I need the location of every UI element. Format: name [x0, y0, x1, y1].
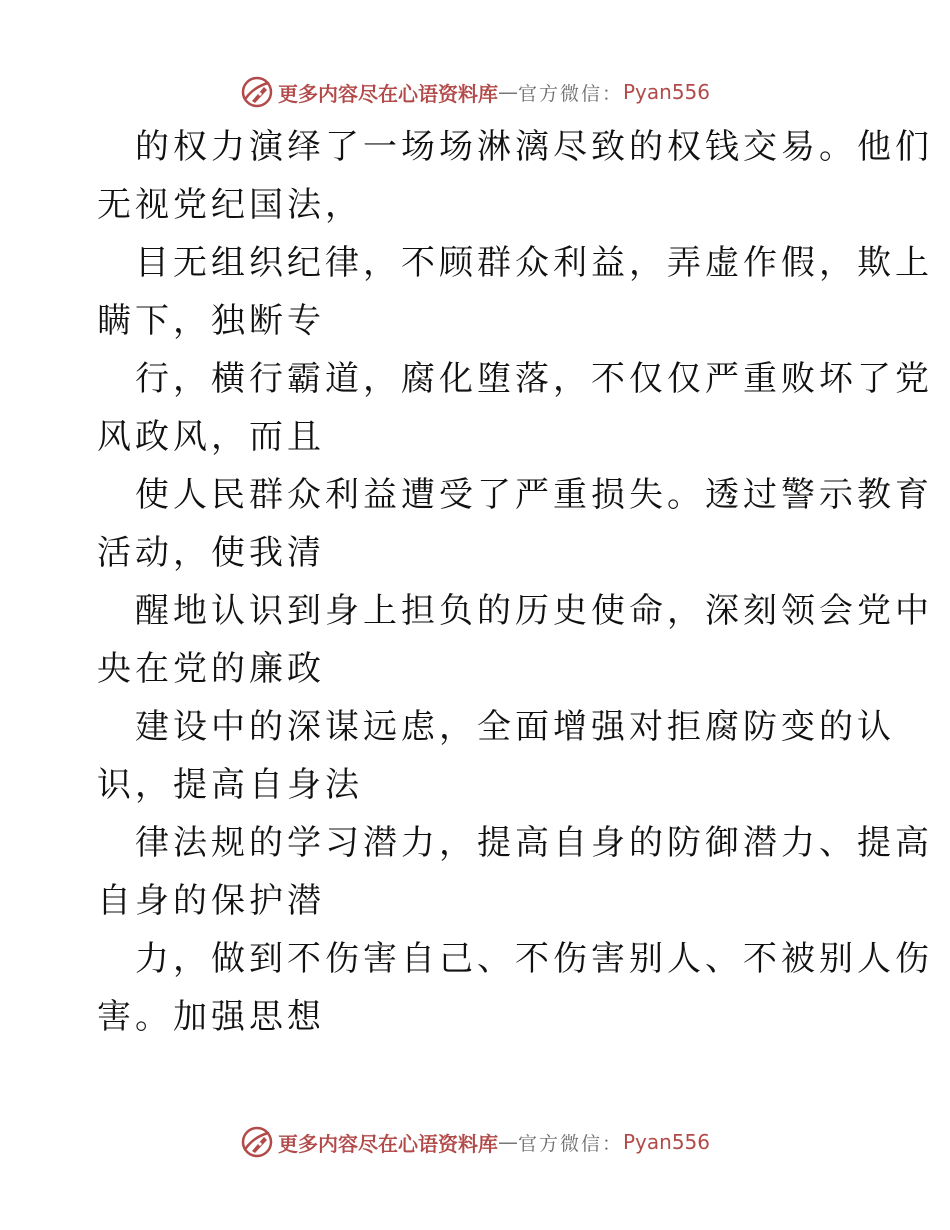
text-line: 力，做到不伤害自己、不伤害别人、不被别人伤 [135, 939, 933, 979]
footer-separator: — [497, 1130, 518, 1154]
header-wechat-label: 官方微信： [517, 82, 623, 105]
document-body [97, 118, 933, 1046]
text-line: 的权力演绎了一场场淋漓尽致的权钱交易。他们 [135, 127, 933, 167]
text-line: 无视党纪国法， [97, 185, 363, 225]
header-wechat-id: Pyan556 [623, 80, 711, 104]
header-banner [0, 72, 950, 112]
text-line: 使人民群众利益遭受了严重损失。透过警示教育 [135, 475, 933, 515]
footer-banner [0, 1122, 950, 1162]
footer-wechat-label: 官方微信： [517, 1132, 623, 1155]
text-line: 央在党的廉政 [97, 649, 325, 689]
text-line: 瞒下，独断专 [97, 301, 325, 341]
header-separator: — [497, 80, 518, 104]
text-line: 害。加强思想 [97, 997, 325, 1037]
footer-wechat-id: Pyan556 [623, 1130, 711, 1154]
text-line: 醒地认识到身上担负的历史使命，深刻领会党中 [135, 591, 933, 631]
text-line: 建设中的深谋远虑，全面增强对拒腐防变的认 [135, 707, 895, 747]
text-line: 风政风，而且 [97, 417, 325, 457]
text-line: 识，提高自身法 [97, 765, 363, 805]
text-line: 目无组织纪律，不顾群众利益，弄虚作假，欺上 [135, 243, 933, 283]
text-line: 自身的保护潜 [97, 881, 325, 921]
text-line: 律法规的学习潜力，提高自身的防御潜力、提高 [135, 823, 933, 863]
pen-logo-icon [240, 1125, 274, 1159]
pen-logo-icon [240, 75, 274, 109]
footer-brand-text: 更多内容尽在心语资料库 [277, 1131, 498, 1156]
header-brand-text: 更多内容尽在心语资料库 [277, 81, 498, 106]
text-line: 行，横行霸道，腐化堕落，不仅仅严重败坏了党 [135, 359, 933, 399]
text-line: 活动，使我清 [97, 533, 325, 573]
